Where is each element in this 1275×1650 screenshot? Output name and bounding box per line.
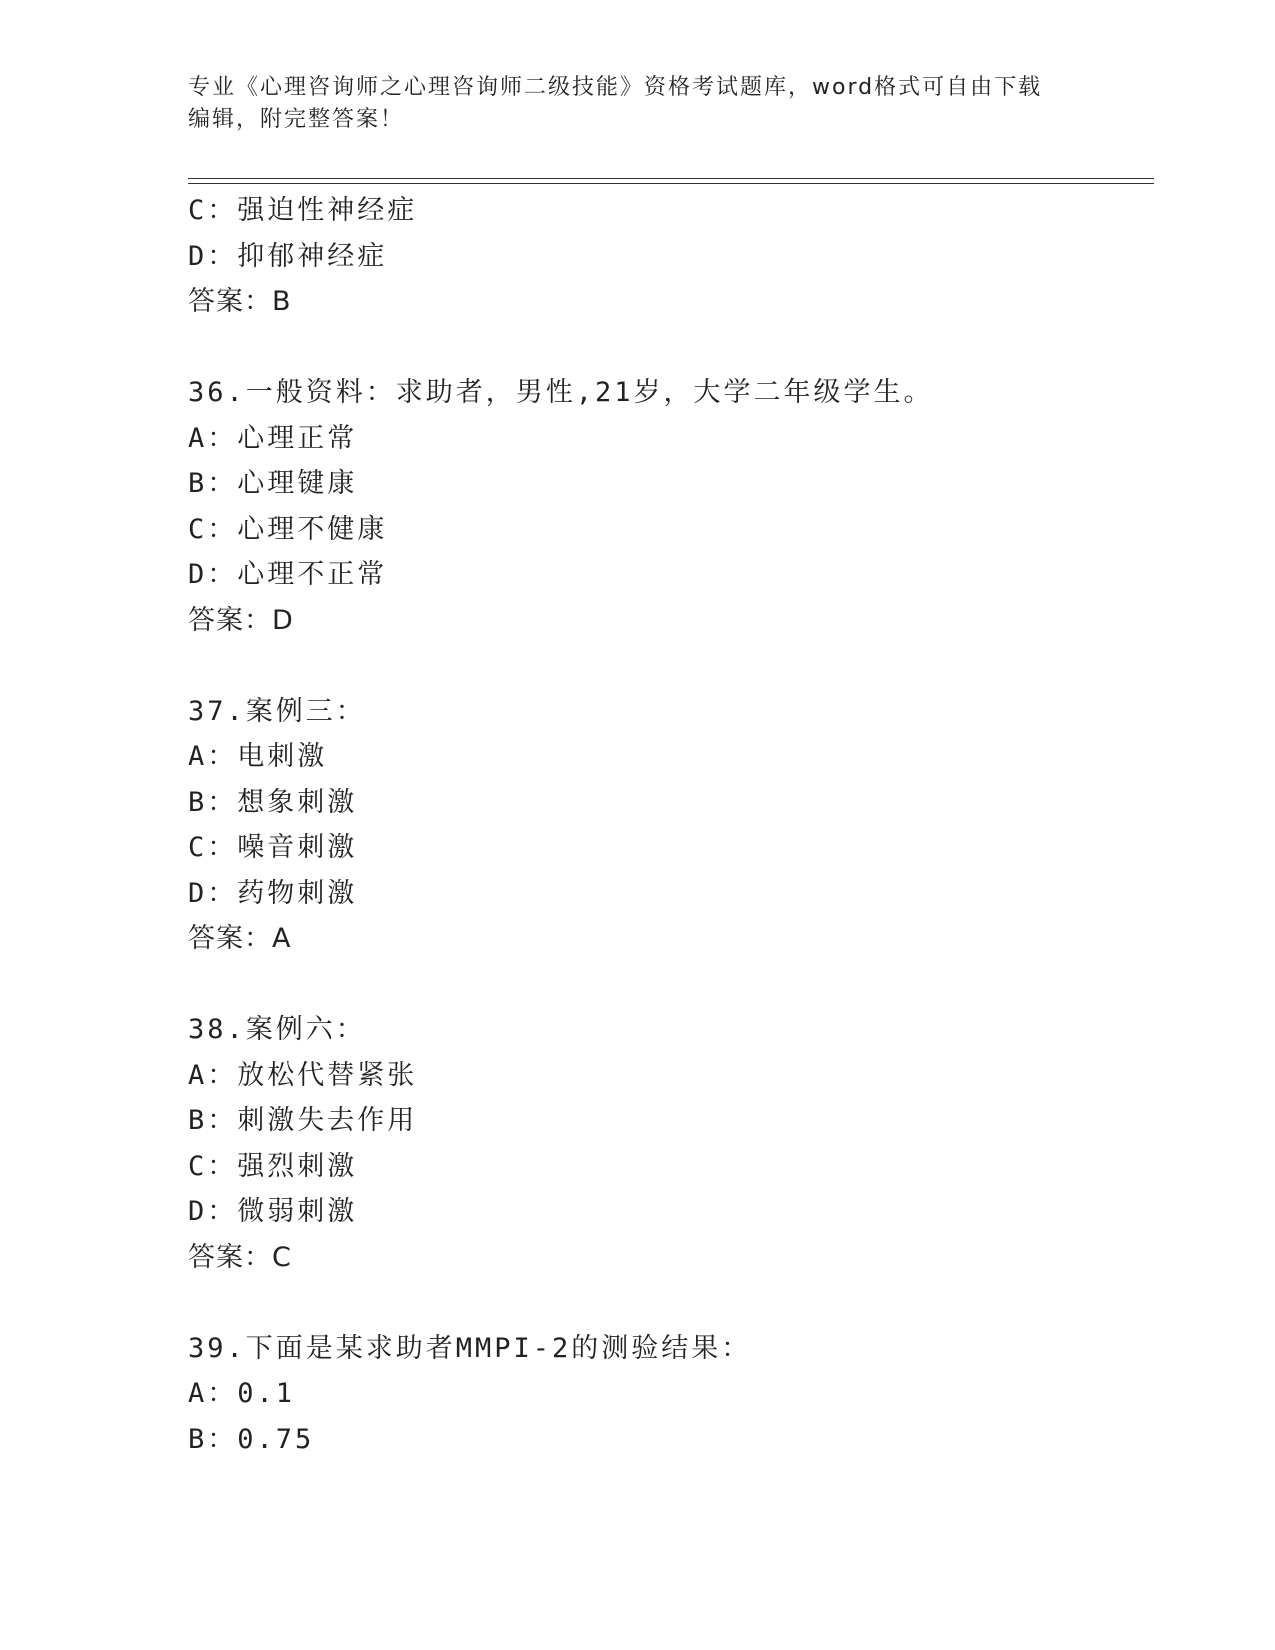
option-b: B：心理键康 bbox=[188, 468, 358, 499]
question-text: 36.一般资料：求助者，男性,21岁，大学二年级学生。 bbox=[188, 377, 934, 408]
question-block-38 bbox=[188, 1007, 1148, 1280]
spacer bbox=[188, 1280, 1148, 1326]
option-a: A：电刺激 bbox=[188, 741, 328, 772]
exam-content bbox=[188, 188, 1148, 1462]
option-d: D：抑郁神经症 bbox=[188, 240, 388, 272]
question-text: 38.案例六： bbox=[188, 1014, 366, 1045]
option-b: B：想象刺激 bbox=[188, 786, 358, 818]
answer-line: 答案：A bbox=[188, 923, 292, 954]
option-b: B：0.75 bbox=[188, 1423, 315, 1455]
question-block-39 bbox=[188, 1326, 1148, 1463]
header-line-1: 专业《心理咨询师之心理咨询师二级技能》资格考试题库，word格式可自由下载 bbox=[188, 75, 1043, 100]
option-c: C：强烈刺激 bbox=[188, 1150, 358, 1182]
question-block-36 bbox=[188, 370, 1148, 643]
question-text: 37.案例三： bbox=[188, 695, 366, 727]
option-d: D：心理不正常 bbox=[188, 559, 388, 590]
spacer bbox=[188, 962, 1148, 1008]
option-d: D：微弱刺激 bbox=[188, 1196, 358, 1227]
question-block-35 bbox=[188, 188, 1148, 325]
option-c: C：噪音刺激 bbox=[188, 832, 358, 863]
spacer bbox=[188, 325, 1148, 371]
header-line-2: 编辑，附完整答案！ bbox=[188, 107, 405, 132]
document-header bbox=[188, 72, 1068, 136]
option-d: D：药物刺激 bbox=[188, 877, 358, 909]
header-divider-bottom bbox=[188, 183, 1154, 184]
spacer bbox=[188, 643, 1148, 689]
option-b: B：刺激失去作用 bbox=[188, 1105, 418, 1136]
option-a: A：心理正常 bbox=[188, 422, 358, 454]
answer-line: 答案：C bbox=[188, 1241, 292, 1273]
option-c: C：心理不健康 bbox=[188, 513, 388, 545]
answer-line: 答案：D bbox=[188, 604, 294, 636]
option-a: A：0.1 bbox=[188, 1378, 296, 1409]
header-divider-top bbox=[188, 178, 1154, 179]
answer-line: 答案：B bbox=[188, 286, 292, 317]
question-text: 39.下面是某求助者MMPI-2的测验结果： bbox=[188, 1332, 752, 1364]
question-block-37 bbox=[188, 689, 1148, 962]
option-a: A：放松代替紧张 bbox=[188, 1059, 418, 1091]
option-c: C：强迫性神经症 bbox=[188, 195, 418, 226]
